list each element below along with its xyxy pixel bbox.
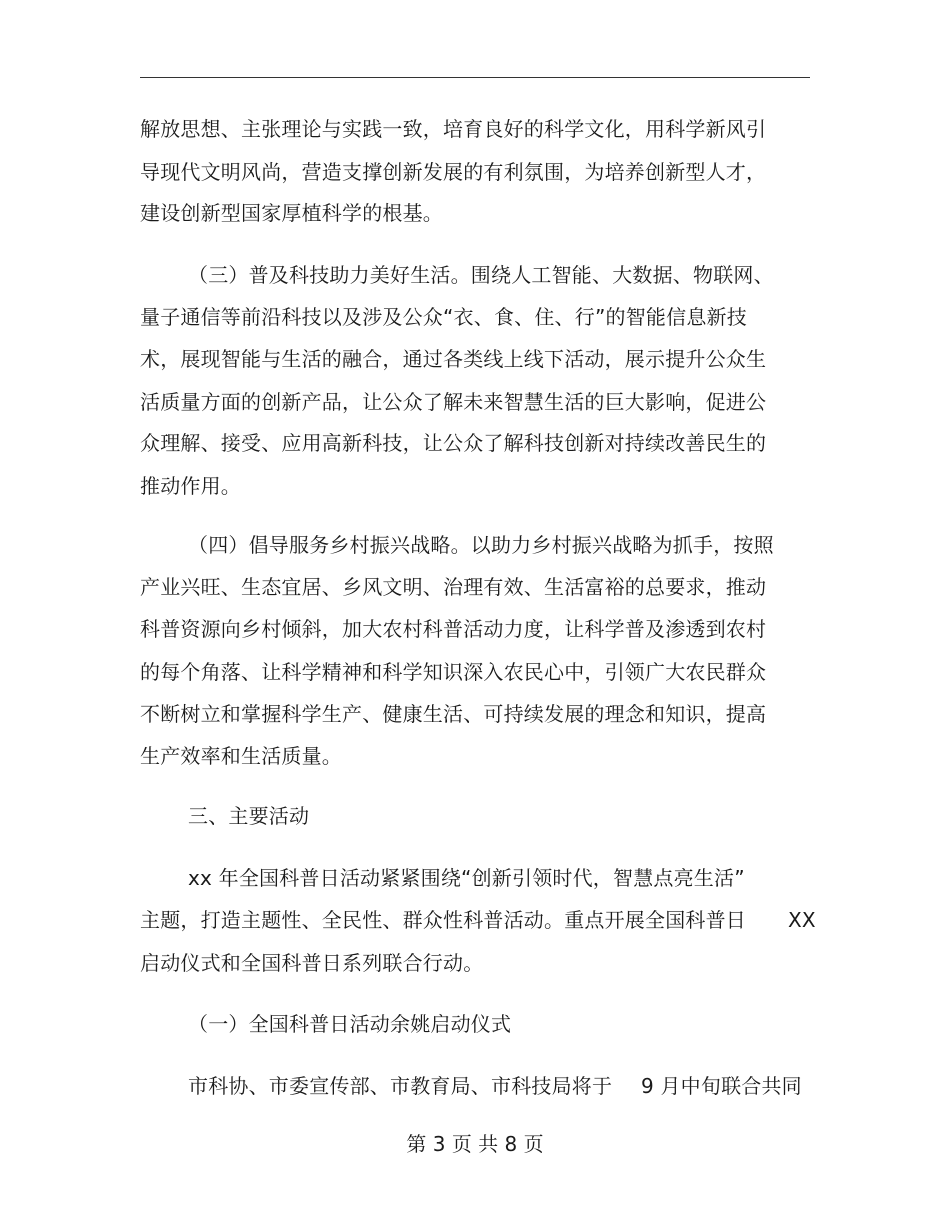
footer-label-suffix: 页	[523, 1132, 544, 1156]
footer-label-prefix: 第	[406, 1132, 427, 1156]
text-line: 科普资源向乡村倾斜，加大农村科普活动力度，让科学普及渗透到农村	[140, 617, 767, 641]
page-footer	[0, 1132, 950, 1156]
text-line: （四）倡导服务乡村振兴战略。以助力乡村振兴战略为抓手，按照	[188, 533, 774, 557]
text-line: 主题，打造主题性、全民性、群众性科普活动。重点开展全国科普日	[140, 908, 746, 932]
text-line: 的每个角落、让科学精神和科学知识深入农民心中，引领广大农民群众	[140, 660, 767, 684]
text-line: 解放思想、主张理论与实践一致，培育良好的科学文化，用科学新风引	[140, 117, 767, 141]
text-line: 量子通信等前沿科技以及涉及公众“衣、食、住、行”的智能信息新技	[140, 305, 747, 329]
text-line: XX	[788, 908, 816, 932]
text-line: 众理解、接受、应用高新科技，让公众了解科技创新对持续改善民生的	[140, 431, 767, 455]
text-line: 导现代文明风尚，营造支撑创新发展的有利氛围，为培养创新型人才，	[140, 160, 767, 184]
text-line: 术，展现智能与生活的融合，通过各类线上线下活动，展示提升公众生	[140, 347, 767, 371]
text-line: 建设创新型国家厚植科学的根基。	[140, 201, 443, 225]
text-line: 不断树立和掌握科学生产、健康生活、可持续发展的理念和知识，提高	[140, 702, 767, 726]
footer-label-middle: 页 共	[451, 1132, 499, 1156]
text-line: 生产效率和生活质量。	[140, 744, 342, 768]
text-line: 产业兴旺、生态宜居、乡风文明、治理有效、生活富裕的总要求，推动	[140, 575, 767, 599]
section-heading: 三、主要活动	[188, 804, 310, 828]
text-line: 活质量方面的创新产品，让公众了解未来智慧生活的巨大影响，促进公	[140, 390, 767, 414]
text-line: （三）普及科技助力美好生活。围绕人工智能、大数据、物联网、	[188, 263, 774, 287]
text-line: xx 年全国科普日活动紧紧围绕“创新引领时代，智慧点亮生活”	[188, 866, 745, 890]
footer-current-page: 3	[432, 1132, 446, 1156]
footer-total-pages: 8	[504, 1132, 518, 1156]
text-line: 9 月中旬联合共同	[641, 1074, 802, 1098]
text-line: 推动作用。	[140, 474, 241, 498]
subsection-heading: （一）全国科普日活动余姚启动仪式	[188, 1012, 512, 1036]
header-rule	[140, 77, 810, 78]
text-line: 启动仪式和全国科普日系列联合行动。	[140, 951, 484, 975]
text-line: 市科协、市委宣传部、市教育局、市科技局将于	[188, 1074, 613, 1098]
